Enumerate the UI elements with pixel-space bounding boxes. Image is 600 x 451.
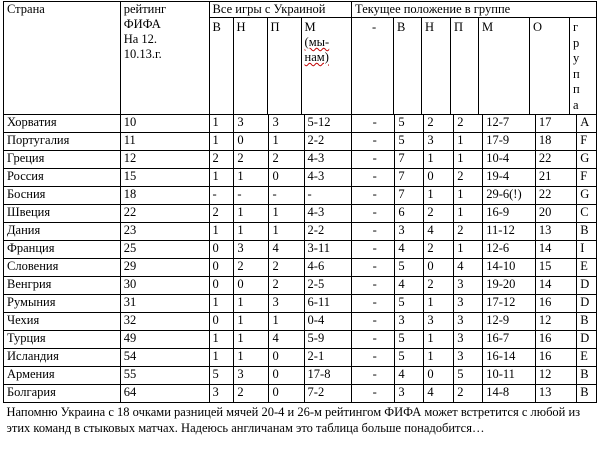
cell-group-draws: 0 xyxy=(424,259,454,277)
cell-wins-vs-ukraine: 1 xyxy=(209,169,234,187)
cell-fifa-rating: 29 xyxy=(120,259,209,277)
cell-draws-vs-ukraine: 2 xyxy=(234,151,269,169)
cell-group-goals: 10-11 xyxy=(483,367,536,385)
cell-goals-vs-ukraine: 0-4 xyxy=(304,313,352,331)
cell-group-points: 15 xyxy=(535,259,576,277)
cell-losses-vs-ukraine: 0 xyxy=(269,367,304,385)
cell-group-points: 17 xyxy=(535,115,576,133)
cell-group-losses: 2 xyxy=(454,385,483,403)
cell-group-losses: 2 xyxy=(454,223,483,241)
cell-wins-vs-ukraine: 0 xyxy=(209,277,234,295)
cell-group-wins: 6 xyxy=(395,205,424,223)
cell-goals-vs-ukraine: 7-2 xyxy=(304,385,352,403)
cell-group-losses: 1 xyxy=(454,205,483,223)
cell-group-wins: 4 xyxy=(395,367,424,385)
cell-goals-vs-ukraine: 2-2 xyxy=(304,133,352,151)
cell-group-wins: 4 xyxy=(395,277,424,295)
cell-group-draws: 1 xyxy=(424,331,454,349)
standings-table xyxy=(3,1,597,439)
cell-fifa-rating: 54 xyxy=(120,349,209,367)
cell-goals-vs-ukraine: - xyxy=(304,187,352,205)
cell-group-draws: 1 xyxy=(424,187,454,205)
cell-wins-vs-ukraine: 2 xyxy=(209,205,234,223)
cell-group-goals: 14-8 xyxy=(483,385,536,403)
header-fifa-rating: рейтинг ФИФА На 12. 10.13.г. xyxy=(120,2,209,115)
cell-group-losses: 3 xyxy=(454,295,483,313)
cell-country: Хорватия xyxy=(4,115,121,133)
cell-group-goals: 19-20 xyxy=(483,277,536,295)
cell-group-wins: 3 xyxy=(395,223,424,241)
cell-group-losses: 2 xyxy=(454,115,483,133)
table-row xyxy=(4,205,597,223)
cell-group-goals: 29-6(!) xyxy=(483,187,536,205)
cell-group-letter: D xyxy=(577,277,597,295)
cell-losses-vs-ukraine: 4 xyxy=(269,331,304,349)
cell-fifa-rating: 64 xyxy=(120,385,209,403)
cell-group-draws: 1 xyxy=(424,295,454,313)
cell-group-losses: 1 xyxy=(454,241,483,259)
cell-dash: - xyxy=(352,367,395,385)
cell-group-letter: G xyxy=(577,151,597,169)
cell-country: Турция xyxy=(4,331,121,349)
cell-dash: - xyxy=(352,187,395,205)
cell-group-letter: I xyxy=(577,241,597,259)
table-row xyxy=(4,313,597,331)
cell-group-losses: 3 xyxy=(454,277,483,295)
header-row xyxy=(4,2,597,115)
cell-group-goals: 12-7 xyxy=(483,115,536,133)
cell-draws-vs-ukraine: 1 xyxy=(234,169,269,187)
cell-group-letter: B xyxy=(577,313,597,331)
cell-group-letter: F xyxy=(577,133,597,151)
cell-goals-vs-ukraine: 2-2 xyxy=(304,223,352,241)
cell-wins-vs-ukraine: 0 xyxy=(209,313,234,331)
cell-group-losses: 5 xyxy=(454,367,483,385)
cell-country: Словения xyxy=(4,259,121,277)
cell-group-losses: 2 xyxy=(454,169,483,187)
cell-group-losses: 3 xyxy=(454,349,483,367)
cell-wins-vs-ukraine: 1 xyxy=(209,349,234,367)
cell-fifa-rating: 25 xyxy=(120,241,209,259)
cell-wins-vs-ukraine: 1 xyxy=(209,295,234,313)
cell-goals-vs-ukraine: 4-3 xyxy=(304,205,352,223)
cell-group-letter: D xyxy=(577,331,597,349)
cell-losses-vs-ukraine: 0 xyxy=(269,349,304,367)
table-row xyxy=(4,169,597,187)
cell-group-draws: 2 xyxy=(424,205,454,223)
cell-country: Чехия xyxy=(4,313,121,331)
cell-fifa-rating: 12 xyxy=(120,151,209,169)
cell-group-wins: 5 xyxy=(395,133,424,151)
cell-group-letter: B xyxy=(577,223,597,241)
cell-draws-vs-ukraine: 0 xyxy=(234,133,269,151)
cell-country: Румыния xyxy=(4,295,121,313)
cell-goals-vs-ukraine: 5-9 xyxy=(304,331,352,349)
cell-wins-vs-ukraine: 3 xyxy=(209,385,234,403)
cell-dash: - xyxy=(352,223,395,241)
cell-losses-vs-ukraine: 2 xyxy=(269,259,304,277)
cell-dash: - xyxy=(352,313,395,331)
cell-group-letter: E xyxy=(577,259,597,277)
cell-dash: - xyxy=(352,385,395,403)
cell-country: Армения xyxy=(4,367,121,385)
cell-group-letter: A xyxy=(577,115,597,133)
cell-losses-vs-ukraine: 1 xyxy=(269,133,304,151)
cell-group-goals: 16-9 xyxy=(483,205,536,223)
header-country: Страна xyxy=(4,2,121,115)
cell-draws-vs-ukraine: 0 xyxy=(234,277,269,295)
header-group-goals: М xyxy=(479,18,530,114)
header-goals-word: М xyxy=(304,20,316,34)
cell-group-wins: 5 xyxy=(395,331,424,349)
cell-group-wins: 3 xyxy=(395,313,424,331)
cell-group-wins: 7 xyxy=(395,169,424,187)
cell-fifa-rating: 18 xyxy=(120,187,209,205)
cell-goals-vs-ukraine: 6-11 xyxy=(304,295,352,313)
table-row xyxy=(4,115,597,133)
cell-losses-vs-ukraine: 4 xyxy=(269,241,304,259)
header-group-standing xyxy=(352,2,597,115)
cell-goals-vs-ukraine: 4-6 xyxy=(304,259,352,277)
header-draws: Н xyxy=(234,18,268,114)
cell-group-points: 16 xyxy=(535,349,576,367)
cell-group-wins: 5 xyxy=(395,349,424,367)
table-row xyxy=(4,385,597,403)
cell-fifa-rating: 15 xyxy=(120,169,209,187)
cell-group-draws: 3 xyxy=(424,313,454,331)
cell-wins-vs-ukraine: 5 xyxy=(209,367,234,385)
cell-draws-vs-ukraine: 1 xyxy=(234,313,269,331)
cell-goals-vs-ukraine: 5-12 xyxy=(304,115,352,133)
cell-group-draws: 4 xyxy=(424,223,454,241)
cell-draws-vs-ukraine: 2 xyxy=(234,385,269,403)
cell-group-losses: 4 xyxy=(454,259,483,277)
cell-group-wins: 4 xyxy=(395,241,424,259)
cell-group-points: 18 xyxy=(535,133,576,151)
cell-dash: - xyxy=(352,331,395,349)
header-vs-ukraine-title: Все игры с Украиной xyxy=(210,2,352,18)
header-points: О xyxy=(530,18,570,114)
cell-losses-vs-ukraine: 0 xyxy=(269,385,304,403)
cell-group-draws: 0 xyxy=(424,367,454,385)
cell-group-points: 14 xyxy=(535,277,576,295)
header-group-losses: П xyxy=(451,18,479,114)
cell-draws-vs-ukraine: 3 xyxy=(234,115,269,133)
cell-dash: - xyxy=(352,349,395,367)
table-row xyxy=(4,349,597,367)
cell-group-losses: 3 xyxy=(454,331,483,349)
cell-group-goals: 10-4 xyxy=(483,151,536,169)
cell-group-letter: B xyxy=(577,385,597,403)
cell-group-letter: C xyxy=(577,205,597,223)
cell-losses-vs-ukraine: 2 xyxy=(269,277,304,295)
cell-country: Венгрия xyxy=(4,277,121,295)
cell-group-draws: 2 xyxy=(424,241,454,259)
cell-draws-vs-ukraine: 3 xyxy=(234,241,269,259)
header-group-subcells xyxy=(352,18,596,114)
cell-wins-vs-ukraine: 0 xyxy=(209,241,234,259)
cell-group-points: 12 xyxy=(535,367,576,385)
cell-group-losses: 1 xyxy=(454,133,483,151)
cell-fifa-rating: 30 xyxy=(120,277,209,295)
header-group-standing-title: Текущее положение в группе xyxy=(352,2,596,18)
cell-fifa-rating: 49 xyxy=(120,331,209,349)
cell-group-points: 14 xyxy=(535,241,576,259)
cell-wins-vs-ukraine: 1 xyxy=(209,115,234,133)
note-row xyxy=(4,403,597,440)
table-row xyxy=(4,277,597,295)
header-all-games-vs-ukraine xyxy=(209,2,352,115)
cell-fifa-rating: 11 xyxy=(120,133,209,151)
header-group-draws: Н xyxy=(422,18,451,114)
cell-group-wins: 5 xyxy=(395,115,424,133)
table-row xyxy=(4,223,597,241)
cell-group-goals: 14-10 xyxy=(483,259,536,277)
cell-dash: - xyxy=(352,169,395,187)
cell-group-wins: 5 xyxy=(395,259,424,277)
header-wins: В xyxy=(210,18,234,114)
cell-country: Болгария xyxy=(4,385,121,403)
cell-goals-vs-ukraine: 4-3 xyxy=(304,169,352,187)
cell-group-draws: 1 xyxy=(424,151,454,169)
header-vs-ukraine-subcells xyxy=(210,18,352,114)
cell-losses-vs-ukraine: 0 xyxy=(269,169,304,187)
cell-dash: - xyxy=(352,133,395,151)
cell-country: Исландия xyxy=(4,349,121,367)
cell-group-goals: 19-4 xyxy=(483,169,536,187)
cell-wins-vs-ukraine: - xyxy=(209,187,234,205)
cell-draws-vs-ukraine: 1 xyxy=(234,223,269,241)
cell-group-goals: 12-9 xyxy=(483,313,536,331)
cell-draws-vs-ukraine: 1 xyxy=(234,349,269,367)
cell-country: Швеция xyxy=(4,205,121,223)
table-row xyxy=(4,187,597,205)
cell-fifa-rating: 32 xyxy=(120,313,209,331)
cell-country: Франция xyxy=(4,241,121,259)
cell-goals-vs-ukraine: 3-11 xyxy=(304,241,352,259)
cell-losses-vs-ukraine: 3 xyxy=(269,115,304,133)
cell-country: Дания xyxy=(4,223,121,241)
cell-losses-vs-ukraine: 1 xyxy=(269,313,304,331)
cell-group-wins: 7 xyxy=(395,187,424,205)
cell-dash: - xyxy=(352,277,395,295)
cell-fifa-rating: 10 xyxy=(120,115,209,133)
cell-group-losses: 3 xyxy=(454,313,483,331)
cell-wins-vs-ukraine: 2 xyxy=(209,151,234,169)
cell-fifa-rating: 23 xyxy=(120,223,209,241)
cell-goals-vs-ukraine: 17-8 xyxy=(304,367,352,385)
cell-group-goals: 16-7 xyxy=(483,331,536,349)
cell-group-letter: B xyxy=(577,367,597,385)
cell-group-draws: 1 xyxy=(424,349,454,367)
cell-group-letter: F xyxy=(577,169,597,187)
header-goals-vs-ukraine xyxy=(302,18,347,114)
footnote: Напомню Украина с 18 очками разницей мячей 20-4 и 26-м рейтингом ФИФА может встретится с любой из этих команд в стыковых матчах. Надеюсь англичанам это таблица больше понадобится… xyxy=(4,403,597,440)
cell-country: Россия xyxy=(4,169,121,187)
cell-group-losses: 1 xyxy=(454,187,483,205)
cell-group-goals: 17-9 xyxy=(483,133,536,151)
cell-losses-vs-ukraine: 1 xyxy=(269,223,304,241)
cell-group-draws: 3 xyxy=(424,133,454,151)
cell-dash: - xyxy=(352,205,395,223)
cell-wins-vs-ukraine: 0 xyxy=(209,259,234,277)
cell-group-points: 22 xyxy=(535,151,576,169)
cell-draws-vs-ukraine: 3 xyxy=(234,367,269,385)
cell-fifa-rating: 31 xyxy=(120,295,209,313)
standings-document xyxy=(3,1,597,439)
cell-draws-vs-ukraine: 2 xyxy=(234,259,269,277)
table-row xyxy=(4,331,597,349)
header-dash: - xyxy=(352,18,394,114)
table-row xyxy=(4,241,597,259)
table-row xyxy=(4,133,597,151)
cell-fifa-rating: 55 xyxy=(120,367,209,385)
cell-group-wins: 3 xyxy=(395,385,424,403)
cell-group-goals: 17-12 xyxy=(483,295,536,313)
cell-group-points: 12 xyxy=(535,313,576,331)
cell-country: Португалия xyxy=(4,133,121,151)
cell-losses-vs-ukraine: 2 xyxy=(269,151,304,169)
cell-group-wins: 7 xyxy=(395,151,424,169)
table-row xyxy=(4,367,597,385)
cell-goals-vs-ukraine: 4-3 xyxy=(304,151,352,169)
cell-losses-vs-ukraine: 3 xyxy=(269,295,304,313)
cell-losses-vs-ukraine: 1 xyxy=(269,205,304,223)
cell-wins-vs-ukraine: 1 xyxy=(209,331,234,349)
cell-fifa-rating: 22 xyxy=(120,205,209,223)
cell-group-draws: 2 xyxy=(424,115,454,133)
cell-group-points: 16 xyxy=(535,295,576,313)
cell-group-letter: D xyxy=(577,295,597,313)
cell-group-goals: 12-6 xyxy=(483,241,536,259)
cell-group-letter: G xyxy=(577,187,597,205)
cell-draws-vs-ukraine: - xyxy=(234,187,269,205)
cell-dash: - xyxy=(352,295,395,313)
cell-losses-vs-ukraine: - xyxy=(269,187,304,205)
cell-dash: - xyxy=(352,259,395,277)
cell-group-draws: 0 xyxy=(424,169,454,187)
cell-group-points: 21 xyxy=(535,169,576,187)
cell-draws-vs-ukraine: 1 xyxy=(234,205,269,223)
cell-group-goals: 16-14 xyxy=(483,349,536,367)
cell-group-goals: 11-12 xyxy=(483,223,536,241)
cell-group-points: 16 xyxy=(535,331,576,349)
cell-group-points: 13 xyxy=(535,223,576,241)
table-row xyxy=(4,151,597,169)
cell-group-points: 22 xyxy=(535,187,576,205)
cell-group-letter: E xyxy=(577,349,597,367)
header-losses: П xyxy=(268,18,302,114)
cell-dash: - xyxy=(352,115,395,133)
cell-wins-vs-ukraine: 1 xyxy=(209,223,234,241)
header-group-wins: В xyxy=(394,18,422,114)
cell-group-draws: 2 xyxy=(424,277,454,295)
cell-wins-vs-ukraine: 1 xyxy=(209,133,234,151)
table-row xyxy=(4,295,597,313)
cell-group-wins: 5 xyxy=(395,295,424,313)
cell-group-losses: 1 xyxy=(454,151,483,169)
cell-group-points: 20 xyxy=(535,205,576,223)
cell-country: Босния xyxy=(4,187,121,205)
cell-draws-vs-ukraine: 1 xyxy=(234,295,269,313)
cell-goals-vs-ukraine: 2-1 xyxy=(304,349,352,367)
header-goals-note: (мы-нам) xyxy=(304,35,330,64)
cell-country: Греция xyxy=(4,151,121,169)
cell-group-draws: 4 xyxy=(424,385,454,403)
table-row xyxy=(4,259,597,277)
header-group: г р у п п а xyxy=(573,20,580,112)
cell-dash: - xyxy=(352,241,395,259)
cell-draws-vs-ukraine: 1 xyxy=(234,331,269,349)
cell-goals-vs-ukraine: 2-5 xyxy=(304,277,352,295)
cell-dash: - xyxy=(352,151,395,169)
cell-group-points: 13 xyxy=(535,385,576,403)
